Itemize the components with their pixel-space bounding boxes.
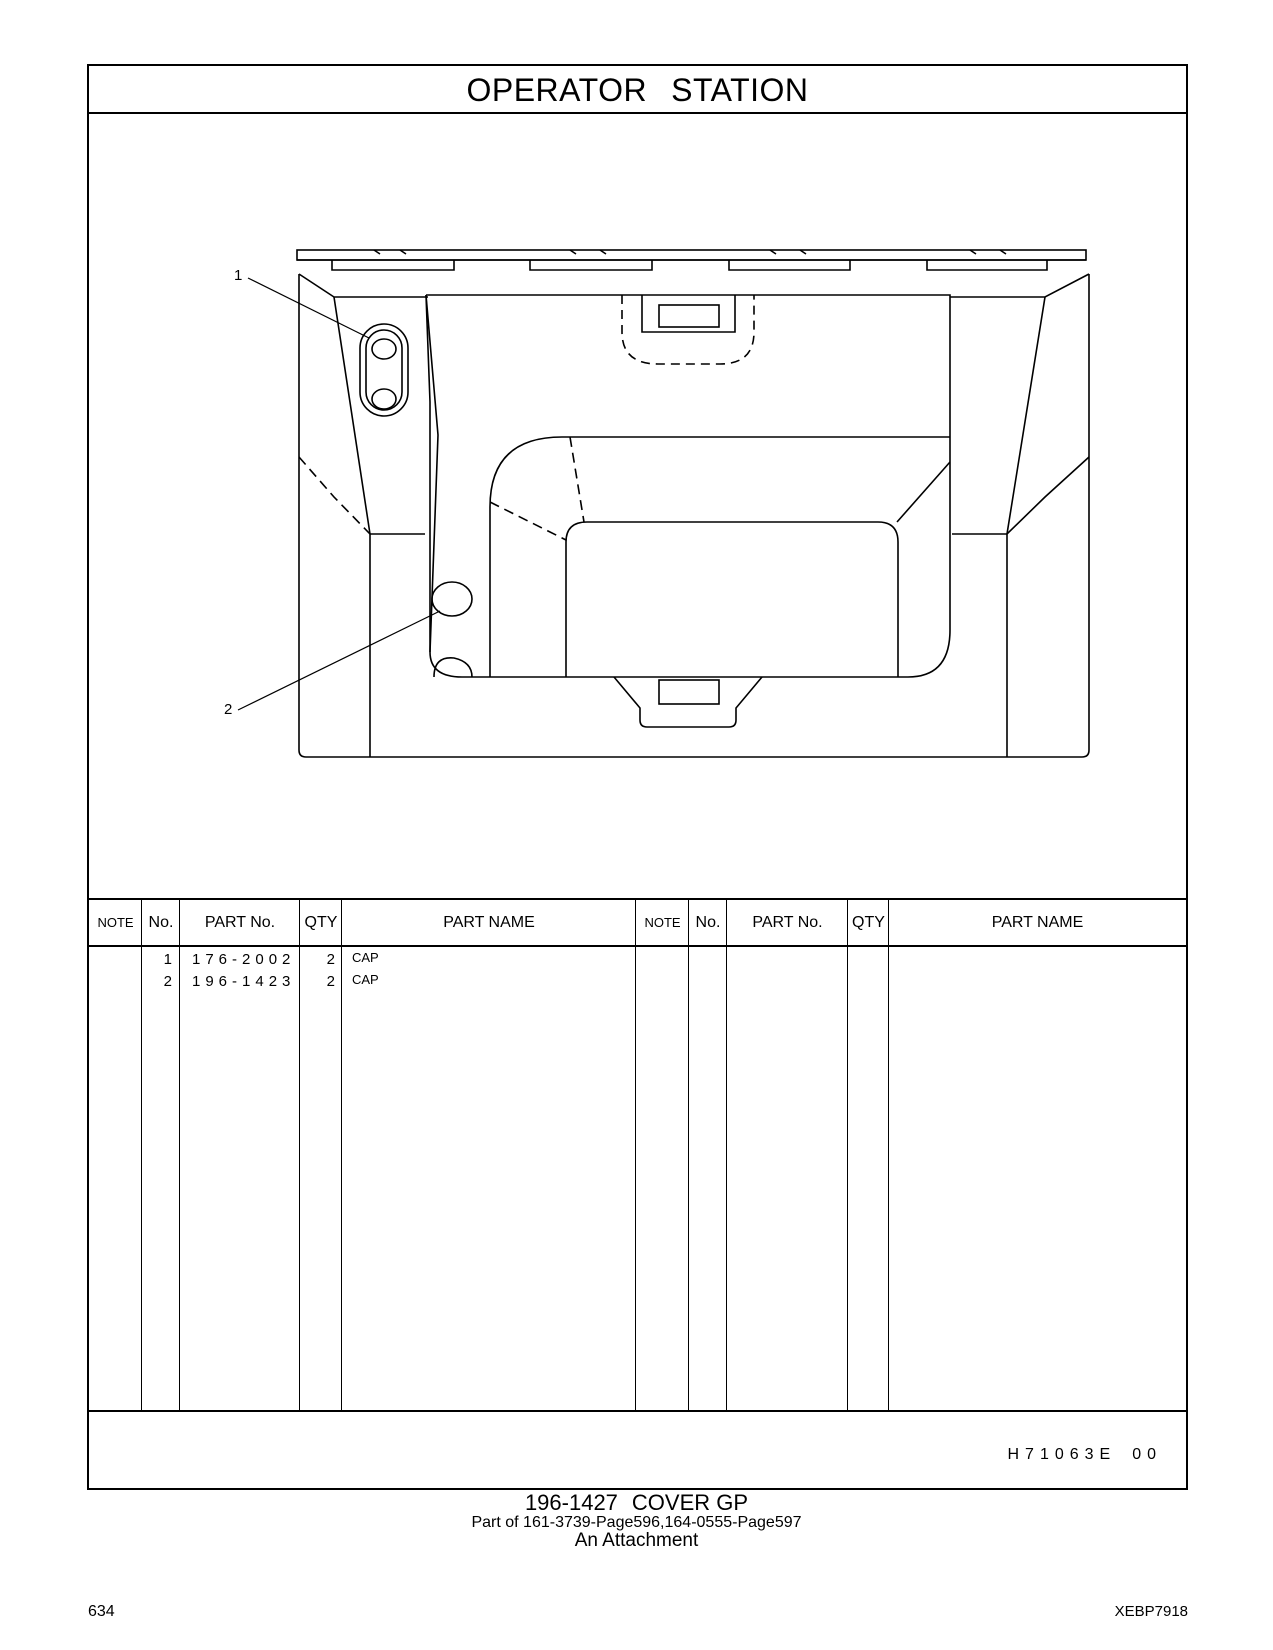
parts-table (89, 898, 1186, 1412)
lower-latch-slot (659, 680, 719, 704)
row-2-part-name: CAP (352, 972, 379, 987)
col-note-left (89, 900, 142, 1410)
row-2-no: 2 (163, 973, 172, 990)
illustration-code (1007, 1446, 1162, 1464)
illustration-code-id: H71063E (1007, 1446, 1117, 1463)
cap-2 (432, 582, 472, 616)
footer-part-title (0, 1492, 1273, 1514)
cap-1-recess (360, 324, 408, 416)
header-qty: QTY (304, 914, 338, 931)
header-no: No. (148, 914, 174, 931)
header-part-name-2: PART NAME (991, 914, 1084, 931)
cover-shoulders (299, 274, 1089, 297)
footer-part-number: 196-1427 (524, 1490, 618, 1515)
illustration-code-rev: 00 (1132, 1446, 1162, 1463)
recess-outline (490, 437, 950, 677)
header-part-no-2: PART No. (752, 914, 823, 931)
cover-outline (299, 274, 1089, 757)
cap-1-lower (372, 389, 396, 409)
footer-part-name: COVER GP (631, 1490, 749, 1515)
recess-dash-1 (570, 437, 584, 522)
inner-window (566, 522, 898, 677)
page-title (89, 66, 1186, 114)
parts-illustration (89, 114, 1186, 898)
header-part-name: PART NAME (443, 914, 535, 931)
title-word-1: OPERATOR (466, 72, 648, 108)
row-1-part-no: 176-2002 (192, 951, 296, 968)
recess-dash-2 (490, 502, 566, 540)
header-note: NOTE (97, 915, 134, 930)
right-panel-edge (1007, 297, 1045, 757)
row-1-part-name: CAP (352, 950, 379, 965)
row-2-qty: 2 (326, 973, 335, 990)
header-part-no: PART No. (204, 914, 276, 931)
rail-tab-4 (927, 260, 1047, 270)
rail-tab-2 (530, 260, 652, 270)
left-panel-edge (334, 297, 370, 757)
leader-2 (238, 611, 440, 710)
footer-part-of: Part of 161-3739-Page596,164-0555-Page597 (471, 1514, 802, 1531)
col-no-right (689, 900, 727, 1410)
lower-latch (614, 677, 762, 727)
leader-1 (248, 278, 369, 338)
cap-2-lower-recess (434, 658, 472, 677)
right-panel-bevel (952, 457, 1089, 534)
header-note-2: NOTE (644, 915, 681, 930)
top-rail (297, 250, 1086, 260)
recess-right-bevel (897, 462, 950, 522)
row-1-no: 1 (163, 951, 172, 968)
callout-2: 2 (224, 701, 233, 718)
col-name-left (342, 900, 636, 1410)
cap-1-upper (372, 339, 396, 359)
col-note-right (636, 900, 689, 1410)
cover-drawing (89, 114, 1186, 898)
upper-latch-slot (659, 305, 719, 327)
page-number: 634 (88, 1603, 115, 1620)
parts-page-frame (87, 64, 1188, 1490)
document-code: XEBP7918 (1114, 1603, 1188, 1620)
header-qty-2: QTY (852, 914, 885, 931)
col-partno-right (727, 900, 848, 1410)
rail-tab-1 (332, 260, 454, 270)
header-no-2: No. (695, 914, 721, 931)
col-qty-right (848, 900, 889, 1410)
title-word-2: STATION (671, 72, 809, 108)
row-2-part-no: 196-1423 (192, 973, 296, 990)
row-1-qty: 2 (326, 951, 335, 968)
footer-attachment: An Attachment (574, 1530, 699, 1551)
callout-1: 1 (234, 267, 243, 284)
center-plate (426, 295, 950, 677)
rail-tab-3 (729, 260, 850, 270)
table-header (89, 900, 1186, 947)
